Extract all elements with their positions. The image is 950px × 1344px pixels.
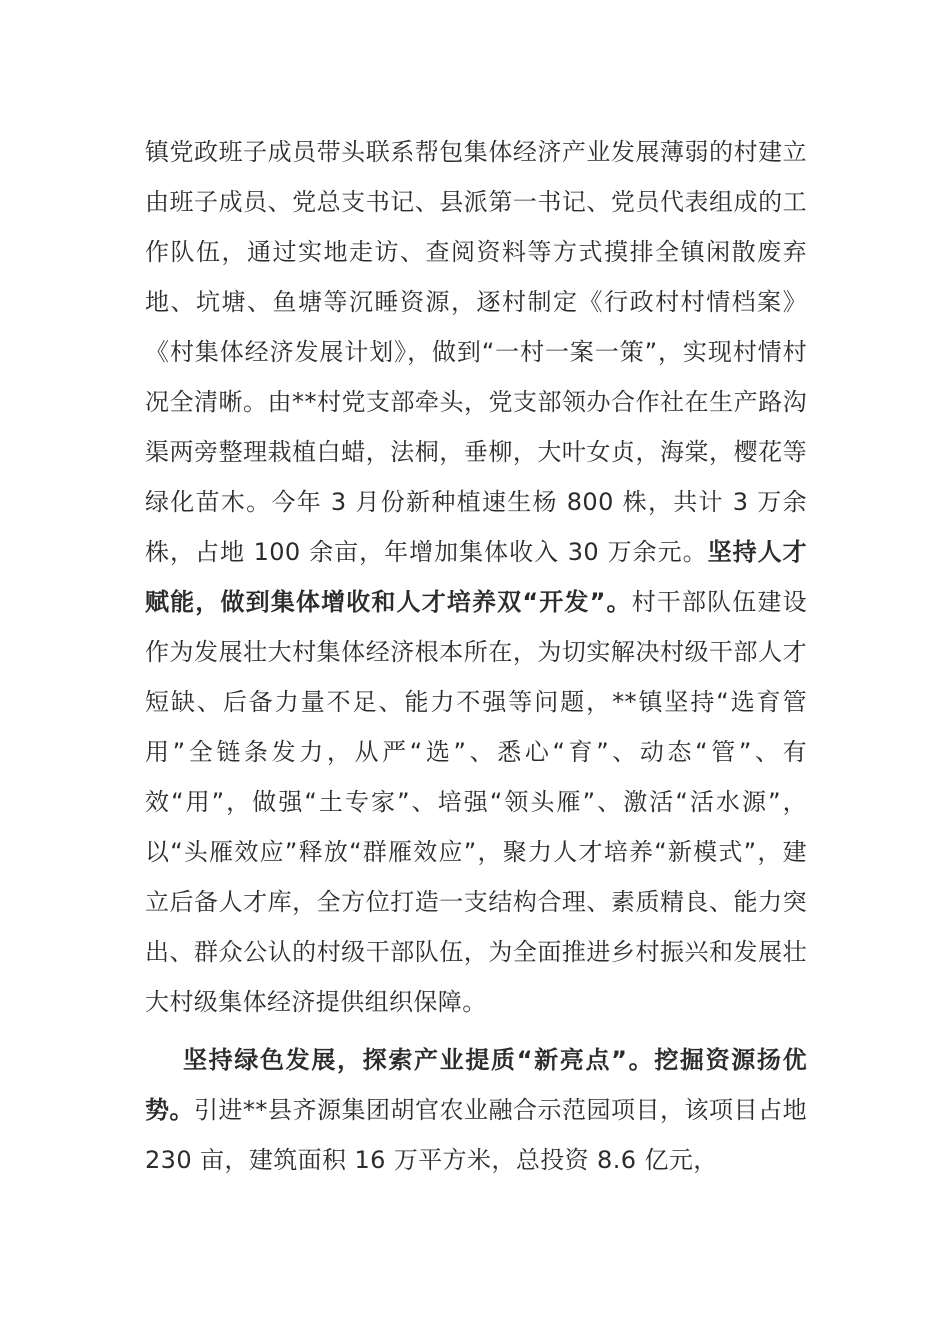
body-paragraph-1	[145, 127, 807, 1027]
paragraph-1-text-a: 镇党政班子成员带头联系帮包集体经济产业发展薄弱的村建立由班子成员、党总支书记、县派第一书记、党员代表组成的工作队伍，通过实地走访、查阅资料等方式摸排全镇闲散废弃地、坑塘、鱼塘等沉睡资源，逐村制定《行政村村情档案》《村集体经济发展计划》，做到“一村一案一策”，实现村情村况全清晰。由**村党支部牵头，党支部领办合作社在生产路沟渠两旁整理栽植白蜡，法桐，垂柳，大叶女贞，海棠，樱花等绿化苗木。今年 3 月份新种植速生杨 800 株，共计 3 万余株，占地 100 余亩，年增加集体收入 30 万余元。	[145, 138, 807, 566]
paragraph-1-bold-heading: 坚持人才赋能，做到集体增收和人才培养双“开发”。	[145, 538, 807, 616]
body-paragraph-2	[145, 1035, 807, 1185]
document-page	[145, 127, 807, 1185]
paragraph-2-text-b: 引进**县齐源集团胡官农业融合示范园项目，该项目占地 230 亩，建筑面积 16 万平方米，总投资 8.6 亿元，	[145, 1096, 807, 1174]
paragraph-2-bold-heading: 坚持绿色发展，探索产业提质“新亮点”。挖掘资源扬优势。	[145, 1046, 807, 1124]
paragraph-1-text-c: 村干部队伍建设作为发展壮大村集体经济根本所在，为切实解决村级干部人才短缺、后备力量不足、能力不强等问题，**镇坚持“选育管用”全链条发力，从严“选”、悉心“育”、动态“管”、有效“用”，做强“土专家”、培强“领头雁”、激活“活水源”，以“头雁效应”释放“群雁效应”，聚力人才培养“新模式”，建立后备人才库，全方位打造一支结构合理、素质精良、能力突出、群众公认的村级干部队伍，为全面推进乡村振兴和发展壮大村级集体经济提供组织保障。	[145, 588, 807, 1016]
